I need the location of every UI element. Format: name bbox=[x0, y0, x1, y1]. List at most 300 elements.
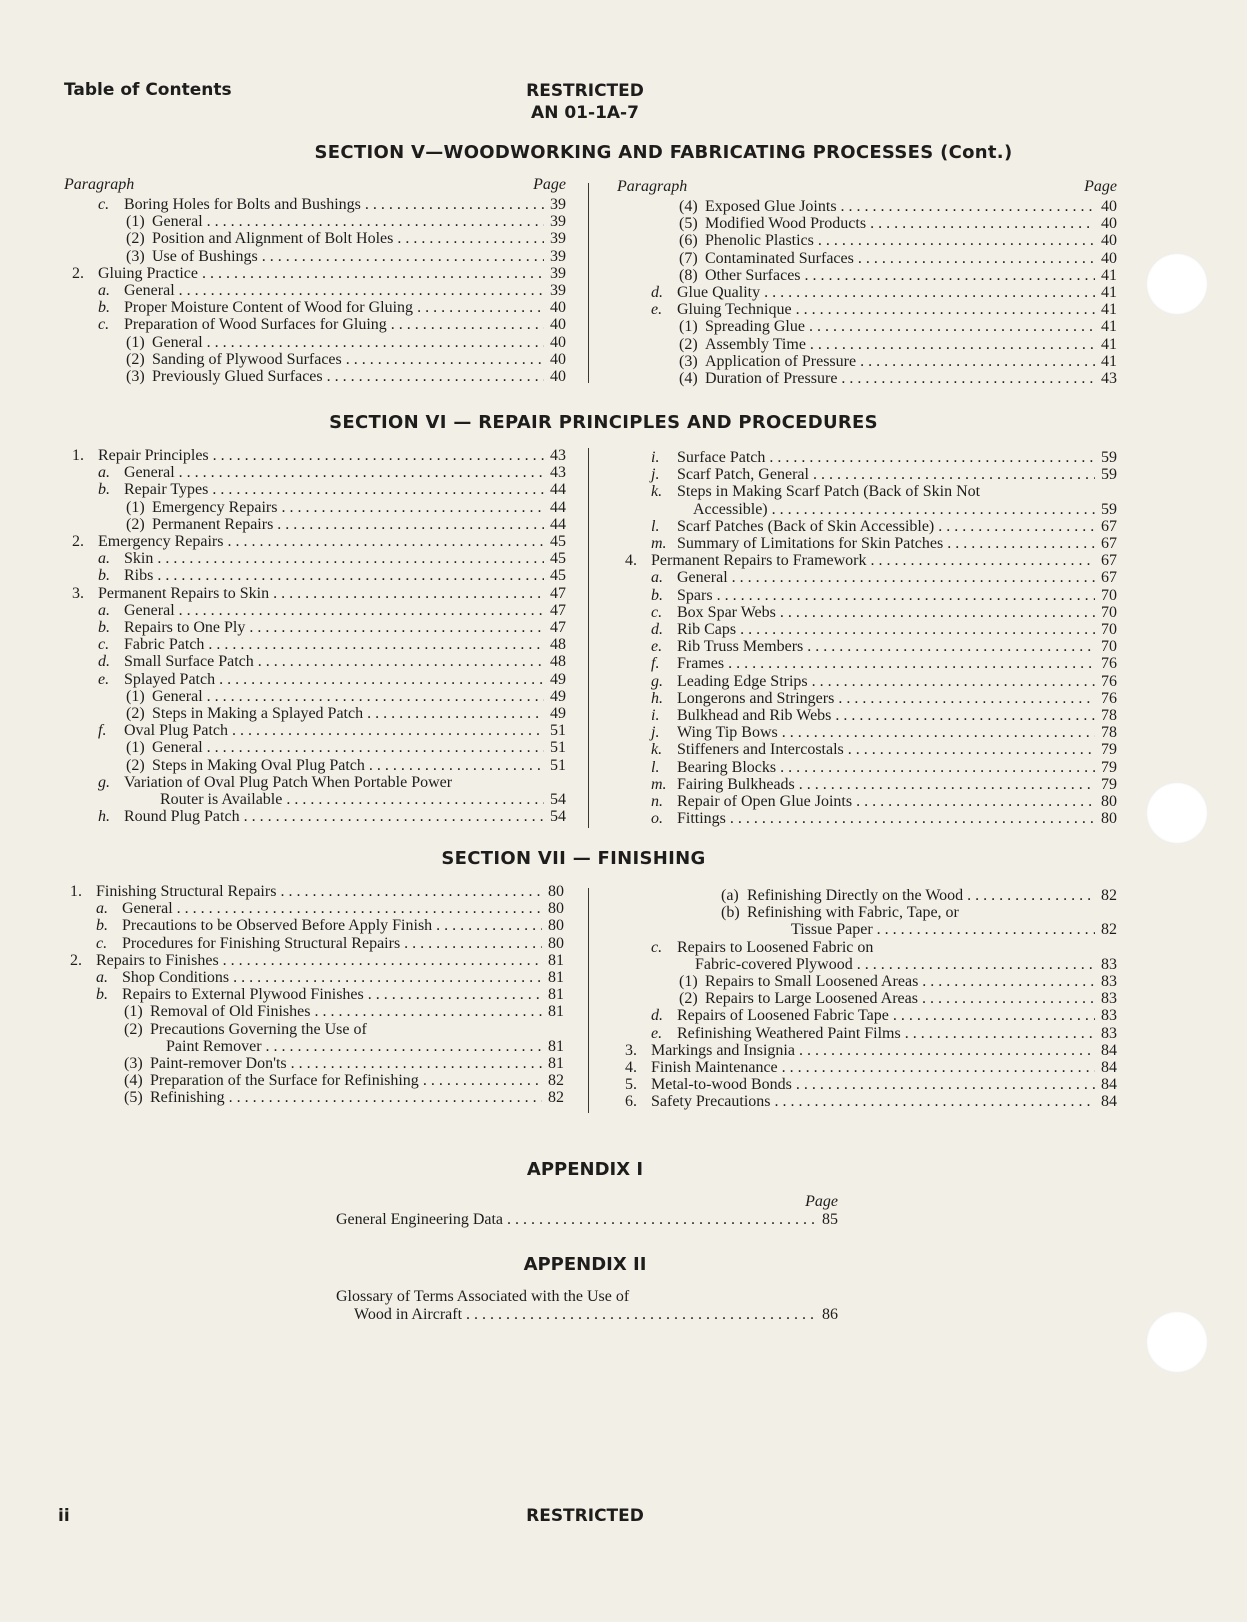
toc-entry-page: 83 bbox=[1101, 955, 1117, 973]
dot-leader bbox=[922, 973, 1095, 990]
toc-entry-text: Emergency Repairs bbox=[98, 533, 224, 551]
toc-entry[interactable] bbox=[64, 722, 566, 739]
toc-entry[interactable] bbox=[617, 939, 1117, 956]
dot-leader bbox=[281, 499, 544, 516]
dot-leader bbox=[938, 518, 1095, 535]
dot-leader bbox=[179, 464, 544, 481]
toc-entry-page: 82 bbox=[548, 1089, 564, 1107]
toc-entry[interactable] bbox=[64, 464, 566, 481]
toc-entry-page: 70 bbox=[1101, 586, 1117, 604]
toc-entry[interactable] bbox=[62, 1021, 564, 1038]
dot-leader bbox=[893, 1007, 1095, 1024]
toc-entry[interactable] bbox=[617, 1059, 1117, 1076]
toc-entry-marker: e. bbox=[651, 638, 663, 656]
toc-entry[interactable] bbox=[64, 213, 566, 230]
paragraph-label: Paragraph bbox=[617, 178, 688, 195]
dot-leader bbox=[273, 585, 544, 602]
appendix-2-block bbox=[336, 1287, 838, 1323]
toc-entry[interactable] bbox=[62, 883, 564, 900]
toc-entry-marker: a. bbox=[98, 464, 110, 482]
toc-entry[interactable] bbox=[617, 518, 1117, 535]
toc-entry[interactable] bbox=[64, 585, 566, 602]
toc-entry-page: 76 bbox=[1101, 672, 1117, 690]
toc-entry-text: Round Plug Patch bbox=[124, 808, 240, 826]
toc-entry-text: Repairs to External Plywood Finishes bbox=[122, 986, 364, 1004]
toc-entry-text: Emergency Repairs bbox=[152, 498, 278, 516]
dot-leader bbox=[805, 267, 1095, 284]
toc-entry[interactable] bbox=[617, 569, 1117, 586]
toc-entry[interactable] bbox=[62, 917, 564, 934]
dot-leader bbox=[179, 602, 544, 619]
toc-entry-marker: 5. bbox=[625, 1076, 637, 1094]
dot-leader bbox=[947, 535, 1095, 552]
toc-entry[interactable] bbox=[617, 921, 1117, 938]
toc-entry-text: Steps in Making a Splayed Patch bbox=[152, 705, 364, 723]
toc-entry-text: Refinishing Directly on the Wood bbox=[747, 887, 964, 904]
column-header bbox=[617, 178, 1117, 198]
toc-entry-marker: (7) bbox=[679, 249, 698, 267]
toc-entry-page: 54 bbox=[550, 808, 566, 826]
toc-entry-text: General bbox=[122, 900, 173, 918]
toc-entry-marker: (4) bbox=[124, 1072, 143, 1090]
toc-entry-marker: 2. bbox=[70, 951, 82, 969]
toc-entry-text: Position and Alignment of Bolt Holes bbox=[152, 230, 394, 248]
dot-leader bbox=[232, 722, 544, 739]
toc-entry[interactable] bbox=[64, 230, 566, 247]
toc-entry-text: Repairs to Large Loosened Areas bbox=[705, 990, 918, 1008]
toc-entry[interactable] bbox=[617, 759, 1117, 776]
toc-entry-text: General bbox=[152, 739, 203, 757]
toc-entry-marker: k. bbox=[651, 741, 663, 759]
toc-entry[interactable] bbox=[64, 196, 566, 213]
toc-entry[interactable] bbox=[617, 904, 1117, 921]
toc-entry-text: Oval Plug Patch bbox=[124, 722, 228, 740]
section-5-left-column bbox=[64, 176, 566, 385]
toc-entry[interactable] bbox=[617, 552, 1117, 569]
toc-entry[interactable] bbox=[617, 466, 1117, 483]
page-label: Page bbox=[1084, 178, 1117, 195]
dot-leader bbox=[856, 793, 1095, 810]
toc-entry[interactable] bbox=[62, 969, 564, 986]
toc-entry[interactable] bbox=[617, 284, 1117, 301]
dot-leader bbox=[858, 250, 1095, 267]
toc-entry[interactable] bbox=[64, 316, 566, 333]
toc-entry[interactable] bbox=[617, 232, 1117, 249]
toc-entry-text: Finish Maintenance bbox=[651, 1059, 778, 1077]
toc-entry[interactable] bbox=[617, 690, 1117, 707]
toc-entry[interactable] bbox=[64, 550, 566, 567]
toc-entry-text: Spars bbox=[677, 586, 713, 604]
toc-entry-page: 39 bbox=[550, 264, 566, 282]
toc-entry[interactable] bbox=[617, 638, 1117, 655]
toc-entry[interactable] bbox=[617, 198, 1117, 215]
toc-entry[interactable] bbox=[62, 1089, 564, 1106]
toc-entry-marker: j. bbox=[651, 466, 660, 484]
toc-entry-text: Modified Wood Products bbox=[705, 215, 867, 233]
toc-entry-page: 67 bbox=[1101, 552, 1117, 570]
toc-entry-page: 78 bbox=[1101, 707, 1117, 725]
dot-leader bbox=[397, 230, 544, 247]
toc-entry-marker: 6. bbox=[625, 1093, 637, 1111]
toc-entry-text: Longerons and Stringers bbox=[677, 689, 835, 707]
toc-entry-text: Application of Pressure bbox=[705, 352, 857, 370]
dot-leader bbox=[871, 552, 1096, 569]
toc-entry-text: Fairing Bulkheads bbox=[677, 775, 795, 793]
toc-entry-marker: (4) bbox=[679, 198, 698, 215]
toc-entry-text: General bbox=[152, 213, 203, 231]
toc-entry[interactable] bbox=[64, 533, 566, 550]
toc-entry[interactable] bbox=[62, 1038, 564, 1055]
toc-entry-marker: (3) bbox=[126, 368, 145, 386]
dot-leader bbox=[219, 671, 544, 688]
toc-entry-marker: (8) bbox=[679, 266, 698, 284]
toc-entry-text: Glue Quality bbox=[677, 284, 761, 302]
toc-entry[interactable] bbox=[617, 449, 1117, 466]
toc-entry-text: General Engineering Data bbox=[336, 1211, 504, 1228]
toc-entry-text: Tissue Paper bbox=[791, 921, 873, 939]
dot-leader bbox=[857, 956, 1095, 973]
toc-entry-marker: 1. bbox=[72, 447, 84, 464]
toc-entry-marker: j. bbox=[651, 724, 660, 742]
toc-entry[interactable] bbox=[617, 267, 1117, 284]
toc-entry-page: 40 bbox=[1101, 198, 1117, 215]
toc-entry-page: 44 bbox=[550, 498, 566, 516]
toc-entry[interactable] bbox=[64, 774, 566, 791]
toc-entry-page: 45 bbox=[550, 533, 566, 551]
toc-entry-marker: d. bbox=[651, 621, 663, 639]
toc-entry-page: 82 bbox=[1101, 887, 1117, 904]
toc-entry[interactable] bbox=[64, 671, 566, 688]
toc-entry-text: Preparation of Wood Surfaces for Gluing bbox=[124, 316, 387, 334]
toc-entry[interactable] bbox=[62, 1055, 564, 1072]
toc-entry-marker: e. bbox=[98, 670, 110, 688]
toc-entry-marker: 3. bbox=[625, 1041, 637, 1059]
toc-entry[interactable] bbox=[617, 1042, 1117, 1059]
toc-entry-marker: b. bbox=[98, 299, 110, 317]
toc-entry-page: 39 bbox=[550, 213, 566, 231]
dot-leader bbox=[327, 368, 544, 385]
toc-entry-marker: b. bbox=[98, 567, 110, 585]
toc-entry-marker: (3) bbox=[126, 247, 145, 265]
toc-entry-page: 80 bbox=[548, 900, 564, 918]
toc-entry-text: Steps in Making Oval Plug Patch bbox=[152, 756, 365, 774]
toc-entry-page: 51 bbox=[550, 756, 566, 774]
dot-leader bbox=[233, 969, 542, 986]
column-divider bbox=[588, 448, 589, 828]
toc-entry[interactable] bbox=[617, 724, 1117, 741]
dot-leader bbox=[213, 447, 544, 464]
toc-entry-text: Exposed Glue Joints bbox=[705, 198, 837, 215]
dot-leader bbox=[466, 1306, 816, 1323]
dot-leader bbox=[775, 1093, 1095, 1110]
toc-entry[interactable] bbox=[617, 1007, 1117, 1024]
toc-entry[interactable] bbox=[64, 265, 566, 282]
toc-entry-marker: (5) bbox=[124, 1089, 143, 1107]
toc-entry[interactable] bbox=[64, 757, 566, 774]
toc-entry[interactable] bbox=[64, 447, 566, 464]
page-label: Page bbox=[805, 1193, 838, 1210]
toc-entry-page: 39 bbox=[550, 247, 566, 265]
toc-entry-page: 84 bbox=[1101, 1076, 1117, 1094]
toc-entry[interactable] bbox=[64, 567, 566, 584]
toc-entry[interactable] bbox=[617, 673, 1117, 690]
toc-entry-page: 86 bbox=[822, 1306, 838, 1323]
toc-entry-page: 40 bbox=[550, 350, 566, 368]
dot-leader bbox=[769, 449, 1095, 466]
toc-entry-text: Summary of Limitations for Skin Patches bbox=[677, 535, 944, 553]
toc-entry-text: Gluing Practice bbox=[98, 264, 198, 282]
toc-entry-text: Leading Edge Strips bbox=[677, 672, 808, 690]
dot-leader bbox=[291, 1055, 542, 1072]
toc-entry[interactable] bbox=[617, 483, 1117, 500]
toc-entry[interactable] bbox=[617, 621, 1117, 638]
toc-entry[interactable] bbox=[617, 501, 1117, 518]
toc-entry-marker: m. bbox=[651, 535, 667, 553]
toc-entry-text: Permanent Repairs to Skin bbox=[98, 584, 270, 602]
dot-leader bbox=[732, 569, 1095, 586]
toc-entry[interactable] bbox=[64, 688, 566, 705]
toc-entry-marker: b. bbox=[96, 917, 108, 935]
toc-entry-text: Paint Remover bbox=[166, 1037, 262, 1055]
toc-entry-marker: i. bbox=[651, 707, 660, 725]
dot-leader bbox=[799, 1042, 1095, 1059]
toc-entry[interactable] bbox=[617, 301, 1117, 318]
toc-entry[interactable] bbox=[62, 900, 564, 917]
page-label: Page bbox=[533, 176, 566, 193]
dot-leader bbox=[905, 1025, 1095, 1042]
toc-entry-marker: b. bbox=[651, 586, 663, 604]
toc-entry-page: 81 bbox=[548, 1037, 564, 1055]
dot-leader bbox=[860, 353, 1095, 370]
dot-leader bbox=[877, 921, 1095, 938]
dot-leader bbox=[838, 690, 1095, 707]
toc-entry-page: 54 bbox=[550, 791, 566, 809]
toc-entry-marker: 3. bbox=[72, 584, 84, 602]
toc-entry-marker: (2) bbox=[679, 990, 698, 1008]
toc-entry[interactable] bbox=[64, 705, 566, 722]
toc-entry[interactable] bbox=[617, 318, 1117, 335]
dot-leader bbox=[728, 655, 1095, 672]
toc-entry-text: Repairs to Finishes bbox=[96, 951, 219, 969]
dot-leader bbox=[780, 759, 1095, 776]
toc-entry[interactable] bbox=[617, 973, 1117, 990]
dot-leader bbox=[244, 808, 544, 825]
toc-entry-text: Ribs bbox=[124, 567, 154, 585]
toc-entry[interactable] bbox=[62, 1003, 564, 1020]
toc-entry[interactable] bbox=[62, 986, 564, 1003]
toc-entry[interactable] bbox=[617, 353, 1117, 370]
toc-entry[interactable] bbox=[617, 250, 1117, 267]
toc-entry[interactable] bbox=[62, 935, 564, 952]
toc-entry-text: Splayed Patch bbox=[124, 670, 216, 688]
toc-entry[interactable] bbox=[617, 535, 1117, 552]
toc-entry-page: 83 bbox=[1101, 1024, 1117, 1042]
toc-entry[interactable] bbox=[617, 1076, 1117, 1093]
toc-entry-text: Repair Types bbox=[124, 481, 209, 499]
toc-entry[interactable] bbox=[64, 299, 566, 316]
dot-leader bbox=[177, 900, 542, 917]
toc-entry-page: 80 bbox=[1101, 810, 1117, 828]
toc-entry-page: 39 bbox=[550, 230, 566, 248]
toc-entry-text: Previously Glued Surfaces bbox=[152, 368, 323, 386]
toc-entry-marker: e. bbox=[651, 301, 663, 319]
toc-entry[interactable] bbox=[64, 653, 566, 670]
toc-entry-page: 81 bbox=[548, 1055, 564, 1073]
toc-entry[interactable] bbox=[617, 587, 1117, 604]
toc-entry-text: Preparation of the Surface for Refinishing bbox=[150, 1072, 419, 1090]
toc-entry-text: General bbox=[124, 464, 175, 482]
dot-leader bbox=[818, 232, 1095, 249]
dot-leader bbox=[280, 883, 542, 900]
toc-entry-text: Use of Bushings bbox=[152, 247, 258, 265]
toc-entry[interactable] bbox=[64, 516, 566, 533]
dot-leader bbox=[848, 741, 1095, 758]
section-7-right-column bbox=[617, 887, 1117, 1111]
toc-entry-marker: g. bbox=[98, 773, 110, 791]
toc-entry[interactable] bbox=[617, 793, 1117, 810]
toc-entry-marker: (1) bbox=[126, 687, 145, 705]
toc-entry-marker: 4. bbox=[625, 1059, 637, 1077]
toc-entry-marker: d. bbox=[651, 284, 663, 302]
toc-entry[interactable] bbox=[64, 499, 566, 516]
toc-entry[interactable] bbox=[64, 481, 566, 498]
column-divider bbox=[588, 183, 589, 383]
toc-entry-page: 80 bbox=[548, 934, 564, 952]
dot-leader bbox=[782, 724, 1095, 741]
toc-entry[interactable] bbox=[617, 1025, 1117, 1042]
toc-entry[interactable] bbox=[64, 636, 566, 653]
toc-entry-marker: b. bbox=[98, 619, 110, 637]
toc-entry-marker: (3) bbox=[679, 352, 698, 370]
appendix-1-block bbox=[336, 1193, 838, 1228]
toc-entry[interactable] bbox=[617, 604, 1117, 621]
toc-entry[interactable] bbox=[64, 619, 566, 636]
toc-entry-text: Rib Caps bbox=[677, 621, 737, 639]
toc-entry-marker: h. bbox=[651, 689, 663, 707]
toc-entry-marker: (5) bbox=[679, 215, 698, 233]
toc-entry-page: 45 bbox=[550, 567, 566, 585]
toc-entry-page: 51 bbox=[550, 722, 566, 740]
toc-entry-text: General bbox=[152, 333, 203, 351]
dot-leader bbox=[212, 481, 544, 498]
toc-entry-page: 51 bbox=[550, 739, 566, 757]
toc-entry[interactable] bbox=[617, 990, 1117, 1007]
toc-entry[interactable] bbox=[64, 248, 566, 265]
binder-hole bbox=[1146, 253, 1208, 315]
toc-entry-page: 40 bbox=[550, 333, 566, 351]
toc-entry-text: Variation of Oval Plug Patch When Portable Power bbox=[124, 773, 453, 791]
toc-entry[interactable] bbox=[617, 336, 1117, 353]
toc-entry[interactable] bbox=[64, 808, 566, 825]
toc-entry[interactable] bbox=[617, 810, 1117, 827]
toc-entry[interactable] bbox=[64, 368, 566, 385]
toc-entry[interactable] bbox=[617, 741, 1117, 758]
toc-entry-text: Fittings bbox=[677, 810, 726, 828]
toc-entry[interactable] bbox=[62, 952, 564, 969]
toc-entry[interactable] bbox=[617, 776, 1117, 793]
dot-leader bbox=[807, 638, 1095, 655]
toc-entry-marker: l. bbox=[651, 758, 660, 776]
toc-entry-page: 81 bbox=[548, 1003, 564, 1021]
toc-entry-marker: (2) bbox=[679, 335, 698, 353]
toc-entry[interactable] bbox=[64, 739, 566, 756]
toc-entry[interactable] bbox=[617, 956, 1117, 973]
toc-entry-page: 82 bbox=[548, 1072, 564, 1090]
toc-entry-page: 59 bbox=[1101, 449, 1117, 466]
dot-leader bbox=[799, 776, 1095, 793]
toc-entry[interactable] bbox=[617, 370, 1117, 387]
toc-entry-text: Precautions to be Observed Before Apply Finish bbox=[122, 917, 433, 935]
dot-leader bbox=[249, 619, 544, 636]
toc-entry[interactable] bbox=[64, 282, 566, 299]
toc-entry[interactable] bbox=[64, 602, 566, 619]
toc-entry-page: 84 bbox=[1101, 1093, 1117, 1111]
toc-entry-text: Spreading Glue bbox=[705, 318, 805, 336]
page-number: ii bbox=[58, 1506, 70, 1526]
toc-entry-page: 59 bbox=[1101, 500, 1117, 518]
toc-entry-text: Wood in Aircraft bbox=[354, 1306, 463, 1323]
toc-entry[interactable] bbox=[617, 655, 1117, 672]
dot-leader bbox=[157, 550, 544, 567]
column-divider bbox=[588, 888, 589, 1113]
dot-leader bbox=[179, 282, 544, 299]
toc-entry[interactable] bbox=[64, 351, 566, 368]
dot-leader bbox=[346, 351, 544, 368]
section-7-left-column bbox=[62, 883, 564, 1107]
toc-entry-page: 83 bbox=[1101, 973, 1117, 991]
dot-leader bbox=[772, 501, 1095, 518]
dot-leader bbox=[813, 466, 1095, 483]
toc-entry-text: Phenolic Plastics bbox=[705, 232, 814, 250]
dot-leader bbox=[507, 1211, 816, 1228]
toc-entry[interactable] bbox=[617, 1093, 1117, 1110]
toc-entry[interactable] bbox=[64, 791, 566, 808]
toc-entry[interactable] bbox=[64, 334, 566, 351]
toc-entry-text: Skin bbox=[124, 550, 154, 568]
toc-entry-page: 39 bbox=[550, 196, 566, 213]
toc-entry-page: 70 bbox=[1101, 621, 1117, 639]
dot-leader bbox=[841, 198, 1095, 215]
toc-entry[interactable] bbox=[617, 887, 1117, 904]
toc-entry-page: 40 bbox=[1101, 215, 1117, 233]
toc-entry-text: Small Surface Patch bbox=[124, 653, 254, 671]
toc-entry[interactable] bbox=[617, 707, 1117, 724]
dot-leader bbox=[780, 604, 1095, 621]
toc-entry-marker: l. bbox=[651, 517, 660, 535]
dot-leader bbox=[812, 673, 1095, 690]
dot-leader bbox=[423, 1072, 542, 1089]
dot-leader bbox=[369, 757, 544, 774]
dot-leader bbox=[841, 370, 1095, 387]
toc-entry-marker: c. bbox=[98, 196, 110, 213]
toc-entry-page: 41 bbox=[1101, 335, 1117, 353]
toc-entry-page: 40 bbox=[550, 316, 566, 334]
dot-leader bbox=[870, 215, 1095, 232]
dot-leader bbox=[810, 336, 1095, 353]
doc-header-center bbox=[0, 80, 1170, 124]
toc-entry-text: Boring Holes for Bolts and Bushings bbox=[124, 196, 361, 213]
toc-entry-page: 43 bbox=[550, 464, 566, 482]
toc-entry[interactable] bbox=[62, 1072, 564, 1089]
toc-entry-page: 40 bbox=[550, 299, 566, 317]
dot-leader bbox=[277, 516, 544, 533]
toc-entry[interactable] bbox=[336, 1306, 838, 1323]
toc-entry[interactable] bbox=[336, 1211, 838, 1228]
toc-entry-page: 70 bbox=[1101, 638, 1117, 656]
toc-entry[interactable] bbox=[617, 215, 1117, 232]
dot-leader bbox=[367, 705, 544, 722]
toc-entry-page: 79 bbox=[1101, 758, 1117, 776]
